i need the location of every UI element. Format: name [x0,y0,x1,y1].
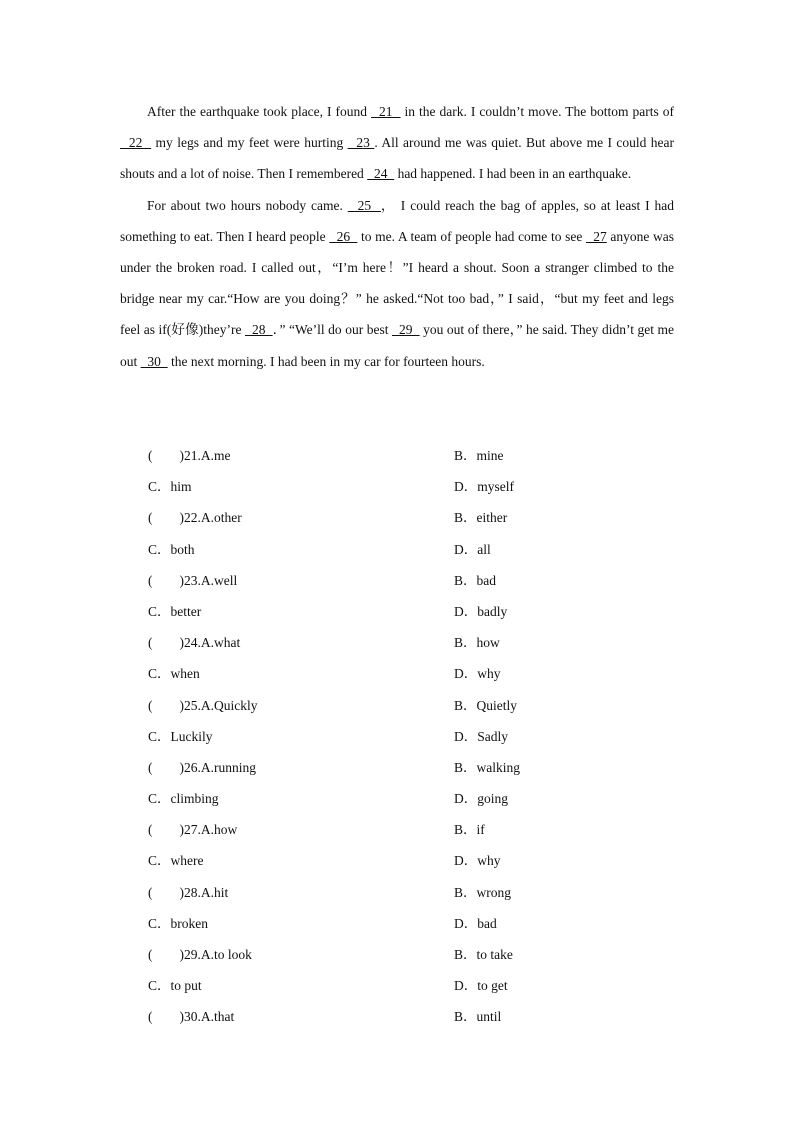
option-right: B．how [454,635,500,651]
option-right: B．wrong [454,884,511,900]
option-left: ( )23.A.well [148,572,238,588]
option-row [148,596,708,627]
option-right: B．until [454,1009,502,1025]
option-left: ( )30.A.that [148,1009,235,1025]
option-left: C．to put [148,978,202,994]
text-segment: had happened. I had been in an earthquake. [394,166,632,182]
option-right: B．Quietly [454,697,517,713]
option-row [148,939,708,970]
option-right: D．badly [454,603,508,619]
option-row [148,440,708,471]
option-right: B．to take [454,947,513,962]
option-right: B．walking [454,759,520,775]
option-row [148,627,708,658]
blank-29: 29 [392,322,420,338]
option-row [148,565,708,596]
option-left: C．better [148,603,202,619]
option-right: D．to get [454,978,508,994]
option-left: ( )26.A.running [148,759,256,775]
option-row [148,970,708,1001]
option-row [148,783,708,814]
option-left: C．climbing [148,791,219,807]
option-left: ( )29.A.to look [148,947,252,962]
blank-28: 28 [244,322,273,338]
option-left: C．both [148,541,195,557]
text-segment: anyone was under the broken road. I called out，“I’m here！”I heard a shout. Soon a stranger climbed to the bridge near my car.“How are you doing？” he asked.“Not too bad，” I said，“but my feet and legs feel as if(好像)they’re [120,228,675,338]
option-right: D．Sadly [454,728,508,744]
option-row [148,690,708,721]
blank-30: 30 [140,353,168,369]
blank-22: 22 [120,135,152,151]
option-row [148,658,708,689]
text-segment: After the earthquake took place, I found [147,104,372,119]
text-segment: For about two hours nobody came. [147,197,348,213]
option-left: ( )28.A.hit [148,884,229,900]
option-left: ( )21.A.me [148,448,231,463]
option-row [148,845,708,876]
option-left: C．where [148,853,204,869]
option-right: B．if [454,822,485,838]
option-right: B．bad [454,572,496,588]
text-segment: ， I could reach the bag of apples, so at least I had something to eat. Then I heard people [120,197,674,244]
option-left: ( )27.A.how [148,822,238,838]
text-segment: ．” “We’ll do our best [272,322,392,338]
option-row [148,471,708,502]
question-options [148,440,708,1033]
option-right: B．mine [454,448,504,463]
blank-21: 21 [371,104,401,119]
option-left: C．broken [148,915,208,931]
passage [120,96,674,377]
option-left: C．him [148,479,192,495]
option-left: C．Luckily [148,728,213,744]
option-right: D．going [454,791,508,807]
blank-23: 23 [347,135,375,151]
blank-25: 25 [347,197,381,213]
option-row [148,721,708,752]
text-segment: my legs and my feet were hurting [151,135,348,151]
option-row [148,534,708,565]
paragraph-2 [120,190,674,377]
option-left: ( )25.A.Quickly [148,697,258,713]
option-left: C．when [148,666,200,682]
option-row [148,752,708,783]
option-right: D．myself [454,479,514,495]
text-segment: you out of there，” he said. They didn’t get me out [120,322,674,369]
option-row [148,814,708,845]
option-row [148,1001,708,1032]
option-right: D．all [454,541,491,557]
blank-27: 27 [585,228,607,244]
option-row [148,877,708,908]
option-right: B．either [454,510,508,526]
option-right: D．why [454,853,501,869]
option-left: ( )24.A.what [148,635,241,651]
option-row [148,908,708,939]
text-segment: . All around me was quiet. But above me I could hear shouts and a lot of noise. Then I remembered [120,135,675,182]
option-row [148,502,708,533]
option-left: ( )22.A.other [148,510,242,526]
blank-26: 26 [329,228,358,244]
text-segment: the next morning. I had been in my car for fourteen hours. [167,353,485,369]
text-segment: to me. A team of people had come to see [357,228,586,244]
text-segment: in the dark. I couldn’t move. The bottom parts of [400,104,674,119]
blank-24: 24 [367,166,395,182]
option-right: D．bad [454,915,497,931]
option-right: D．why [454,666,501,682]
paragraph-1 [120,96,674,190]
